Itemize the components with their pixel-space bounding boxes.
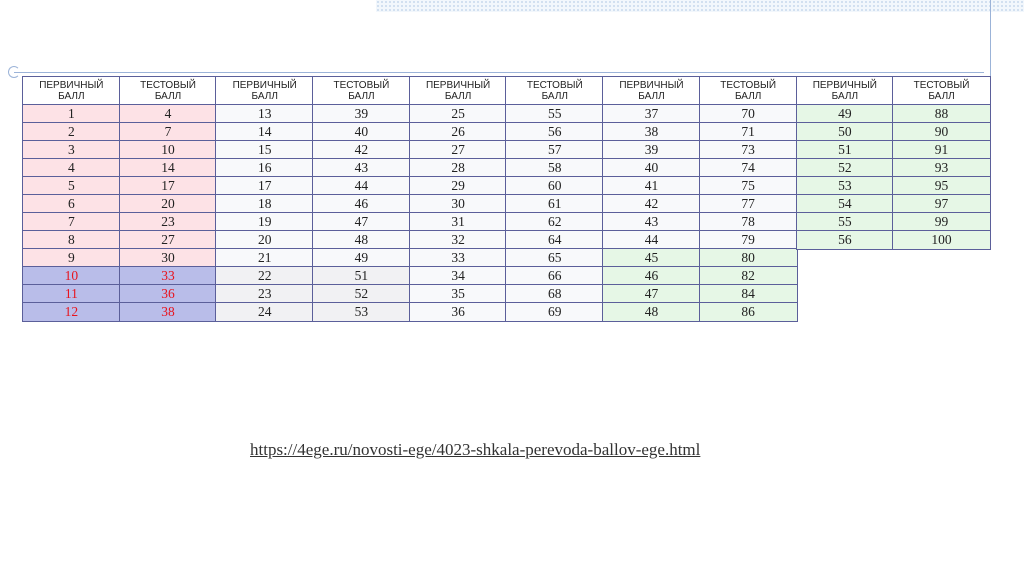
primary-score-cell: 8: [23, 231, 120, 249]
primary-score-cell: 40: [603, 159, 700, 177]
primary-score-cell: 19: [216, 213, 313, 231]
primary-score-cell: 15: [216, 141, 313, 159]
primary-score-cell: 22: [216, 267, 313, 285]
primary-score-cell: 12: [23, 303, 120, 321]
test-score-cell: 60: [506, 177, 603, 195]
test-score-cell: 91: [893, 141, 990, 159]
primary-score-cell: 2: [23, 123, 120, 141]
test-score-cell: 77: [700, 195, 797, 213]
test-score-cell: 51: [313, 267, 410, 285]
primary-score-cell: 16: [216, 159, 313, 177]
header-primary-score: ПЕРВИЧНЫЙ БАЛЛ: [23, 77, 120, 105]
primary-score-cell: 46: [603, 267, 700, 285]
primary-score-cell: 42: [603, 195, 700, 213]
test-score-cell: 53: [313, 303, 410, 321]
primary-score-cell: 24: [216, 303, 313, 321]
decorative-horizontal-line: [14, 72, 984, 73]
test-score-cell: 55: [506, 105, 603, 123]
test-score-cell: 73: [700, 141, 797, 159]
test-score-cell: 61: [506, 195, 603, 213]
primary-score-cell: 47: [603, 285, 700, 303]
primary-score-cell: 36: [410, 303, 507, 321]
test-score-cell: 95: [893, 177, 990, 195]
test-score-cell: 80: [700, 249, 797, 267]
test-score-cell: 39: [313, 105, 410, 123]
test-score-cell: 17: [120, 177, 217, 195]
test-score-cell: 20: [120, 195, 217, 213]
test-score-cell: 46: [313, 195, 410, 213]
primary-score-cell: 26: [410, 123, 507, 141]
test-score-cell: 48: [313, 231, 410, 249]
source-link[interactable]: https://4ege.ru/novosti-ege/4023-shkala-perevoda-ballov-ege.html: [250, 440, 701, 459]
primary-score-cell: 17: [216, 177, 313, 195]
primary-score-cell: 56: [797, 231, 894, 249]
primary-score-cell: 39: [603, 141, 700, 159]
test-score-cell: 99: [893, 213, 990, 231]
primary-score-cell: 44: [603, 231, 700, 249]
score-conversion-table: [23, 77, 990, 321]
primary-score-cell: 31: [410, 213, 507, 231]
test-score-cell: 62: [506, 213, 603, 231]
primary-score-cell: 25: [410, 105, 507, 123]
primary-score-cell: 53: [797, 177, 894, 195]
primary-score-cell: 13: [216, 105, 313, 123]
primary-score-cell: 34: [410, 267, 507, 285]
test-score-cell: 27: [120, 231, 217, 249]
primary-score-cell: 29: [410, 177, 507, 195]
primary-score-cell: 27: [410, 141, 507, 159]
primary-score-cell: 35: [410, 285, 507, 303]
test-score-cell: 82: [700, 267, 797, 285]
primary-score-cell: 6: [23, 195, 120, 213]
decorative-arc: [8, 66, 20, 78]
primary-score-cell: 1: [23, 105, 120, 123]
header-test-score: ТЕСТОВЫЙ БАЛЛ: [313, 77, 410, 105]
test-score-cell: 100: [893, 231, 990, 249]
primary-score-cell: 5: [23, 177, 120, 195]
primary-score-cell: 20: [216, 231, 313, 249]
test-score-cell: 33: [120, 267, 217, 285]
primary-score-cell: 33: [410, 249, 507, 267]
header-primary-score: ПЕРВИЧНЫЙ БАЛЛ: [797, 77, 894, 105]
test-score-cell: 14: [120, 159, 217, 177]
primary-score-cell: 28: [410, 159, 507, 177]
primary-score-cell: 9: [23, 249, 120, 267]
test-score-cell: 40: [313, 123, 410, 141]
primary-score-cell: 38: [603, 123, 700, 141]
header-test-score: ТЕСТОВЫЙ БАЛЛ: [700, 77, 797, 105]
test-score-cell: 57: [506, 141, 603, 159]
primary-score-cell: 41: [603, 177, 700, 195]
test-score-cell: 68: [506, 285, 603, 303]
test-score-cell: 42: [313, 141, 410, 159]
test-score-cell: 88: [893, 105, 990, 123]
test-score-cell: 36: [120, 285, 217, 303]
test-score-cell: 52: [313, 285, 410, 303]
decorative-vertical-line: [990, 0, 991, 78]
primary-score-cell: 11: [23, 285, 120, 303]
primary-score-cell: 21: [216, 249, 313, 267]
test-score-cell: 93: [893, 159, 990, 177]
primary-score-cell: 30: [410, 195, 507, 213]
primary-score-cell: 48: [603, 303, 700, 321]
primary-score-cell: 4: [23, 159, 120, 177]
primary-score-cell: 10: [23, 267, 120, 285]
test-score-cell: 64: [506, 231, 603, 249]
primary-score-cell: 23: [216, 285, 313, 303]
test-score-cell: 75: [700, 177, 797, 195]
test-score-cell: 4: [120, 105, 217, 123]
decorative-dot-strip: [376, 0, 1024, 12]
test-score-cell: 47: [313, 213, 410, 231]
header-primary-score: ПЕРВИЧНЫЙ БАЛЛ: [603, 77, 700, 105]
test-score-cell: 58: [506, 159, 603, 177]
test-score-cell: 79: [700, 231, 797, 249]
test-score-cell: 70: [700, 105, 797, 123]
test-score-cell: 23: [120, 213, 217, 231]
header-test-score: ТЕСТОВЫЙ БАЛЛ: [120, 77, 217, 105]
test-score-cell: 66: [506, 267, 603, 285]
primary-score-cell: 51: [797, 141, 894, 159]
test-score-cell: 71: [700, 123, 797, 141]
test-score-cell: 44: [313, 177, 410, 195]
test-score-cell: 30: [120, 249, 217, 267]
test-score-cell: 90: [893, 123, 990, 141]
primary-score-cell: 52: [797, 159, 894, 177]
primary-score-cell: 7: [23, 213, 120, 231]
primary-score-cell: 49: [797, 105, 894, 123]
primary-score-cell: 18: [216, 195, 313, 213]
test-score-cell: 10: [120, 141, 217, 159]
primary-score-cell: 55: [797, 213, 894, 231]
primary-score-cell: 3: [23, 141, 120, 159]
primary-score-cell: 54: [797, 195, 894, 213]
test-score-cell: 97: [893, 195, 990, 213]
primary-score-cell: 45: [603, 249, 700, 267]
test-score-cell: 49: [313, 249, 410, 267]
test-score-cell: 74: [700, 159, 797, 177]
primary-score-cell: 37: [603, 105, 700, 123]
header-test-score: ТЕСТОВЫЙ БАЛЛ: [506, 77, 603, 105]
primary-score-cell: 14: [216, 123, 313, 141]
test-score-cell: 65: [506, 249, 603, 267]
test-score-cell: 69: [506, 303, 603, 321]
header-primary-score: ПЕРВИЧНЫЙ БАЛЛ: [216, 77, 313, 105]
primary-score-cell: 50: [797, 123, 894, 141]
test-score-cell: 84: [700, 285, 797, 303]
primary-score-cell: 32: [410, 231, 507, 249]
test-score-cell: 86: [700, 303, 797, 321]
primary-score-cell: 43: [603, 213, 700, 231]
test-score-cell: 43: [313, 159, 410, 177]
header-primary-score: ПЕРВИЧНЫЙ БАЛЛ: [410, 77, 507, 105]
header-test-score: ТЕСТОВЫЙ БАЛЛ: [893, 77, 990, 105]
test-score-cell: 7: [120, 123, 217, 141]
test-score-cell: 56: [506, 123, 603, 141]
test-score-cell: 78: [700, 213, 797, 231]
test-score-cell: 38: [120, 303, 217, 321]
